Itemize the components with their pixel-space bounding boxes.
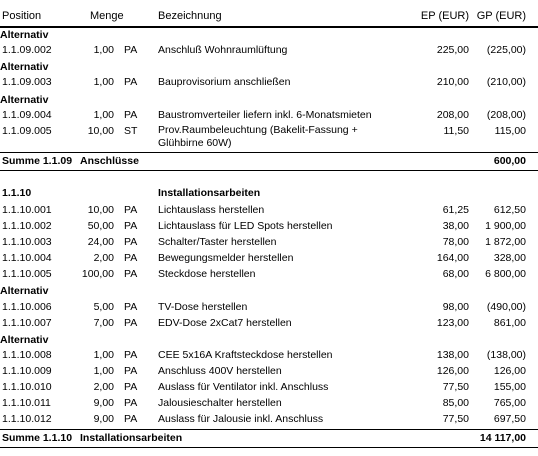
- table-row: 1.1.10.004 2,00 PA Bewegungsmelder herstellen 164,00 328,00: [2, 252, 526, 264]
- table-row: 1.1.10.011 9,00 PA Jalousieschalter herstellen 85,00 765,00: [2, 397, 526, 409]
- table-row: 1.1.10.005 100,00 PA Steckdose herstellen 68,00 6 800,00: [2, 268, 526, 280]
- section-divider: [0, 170, 538, 171]
- sum-divider: [0, 152, 538, 153]
- section-title: Installationsarbeiten: [158, 187, 261, 199]
- section-number: 1.1.10: [2, 187, 32, 199]
- sum-name: Installationsarbeiten: [80, 432, 183, 444]
- header-position: Position: [2, 10, 42, 22]
- table-row: 1.1.09.005 10,00 ST Prov.Raumbeleuchtung (Bakelit-Fassung + Glühbirne 60W) 11,50 115,00: [2, 124, 526, 149]
- section-divider: [0, 447, 538, 448]
- header-bezeichnung: Bezeichnung: [158, 10, 222, 22]
- alternativ-label: Alternativ: [0, 29, 49, 41]
- table-row: 1.1.10.001 10,00 PA Lichtauslass herstellen 61,25 612,50: [2, 204, 526, 216]
- table-row: 1.1.09.004 1,00 PA Baustromverteiler liefern inkl. 6-Monatsmieten 208,00 (208,00): [2, 109, 526, 121]
- table-row: 1.1.10.006 5,00 PA TV-Dose herstellen 98,00 (490,00): [2, 301, 526, 313]
- alternativ-label: Alternativ: [0, 285, 49, 297]
- sum-divider: [0, 429, 538, 430]
- table-row: 1.1.10.010 2,00 PA Auslass für Ventilator inkl. Anschluss 77,50 155,00: [2, 381, 526, 393]
- table-header: [0, 9, 538, 24]
- sum-row: [0, 431, 538, 446]
- header-ep: EP (EUR): [420, 10, 469, 22]
- table-row: 1.1.10.003 24,00 PA Schalter/Taster herstellen 78,00 1 872,00: [2, 236, 526, 248]
- table-row: 1.1.09.003 1,00 PA Bauprovisorium anschließen 210,00 (210,00): [2, 76, 526, 88]
- sum-value: 14 117,00: [479, 432, 526, 444]
- sum-label: Summe 1.1.09: [2, 155, 73, 167]
- sum-label: Summe 1.1.10: [2, 432, 73, 444]
- header-menge: Menge: [90, 10, 124, 22]
- table-row: 1.1.09.002 1,00 PA Anschluß Wohnraumlüftung 225,00 (225,00): [2, 44, 526, 56]
- sum-row: [0, 154, 538, 169]
- alternativ-label: Alternativ: [0, 94, 49, 106]
- alternativ-label: Alternativ: [0, 334, 49, 346]
- alternativ-label: Alternativ: [0, 61, 49, 73]
- header-gp: GP (EUR): [476, 10, 526, 22]
- sum-value: 600,00: [493, 155, 526, 167]
- section-heading: [0, 186, 538, 201]
- sum-name: Anschlüsse: [80, 155, 139, 167]
- table-row: 1.1.10.009 1,00 PA Anschluss 400V herstellen 126,00 126,00: [2, 365, 526, 377]
- table-row: 1.1.10.002 50,00 PA Lichtauslass für LED Spots herstellen 38,00 1 900,00: [2, 220, 526, 232]
- table-row: 1.1.10.008 1,00 PA CEE 5x16A Kraftsteckdose herstellen 138,00 (138,00): [2, 349, 526, 361]
- table-row: 1.1.10.012 9,00 PA Auslass für Jalousie inkl. Anschluss 77,50 697,50: [2, 413, 526, 425]
- table-row: 1.1.10.007 7,00 PA EDV-Dose 2xCat7 herstellen 123,00 861,00: [2, 317, 526, 329]
